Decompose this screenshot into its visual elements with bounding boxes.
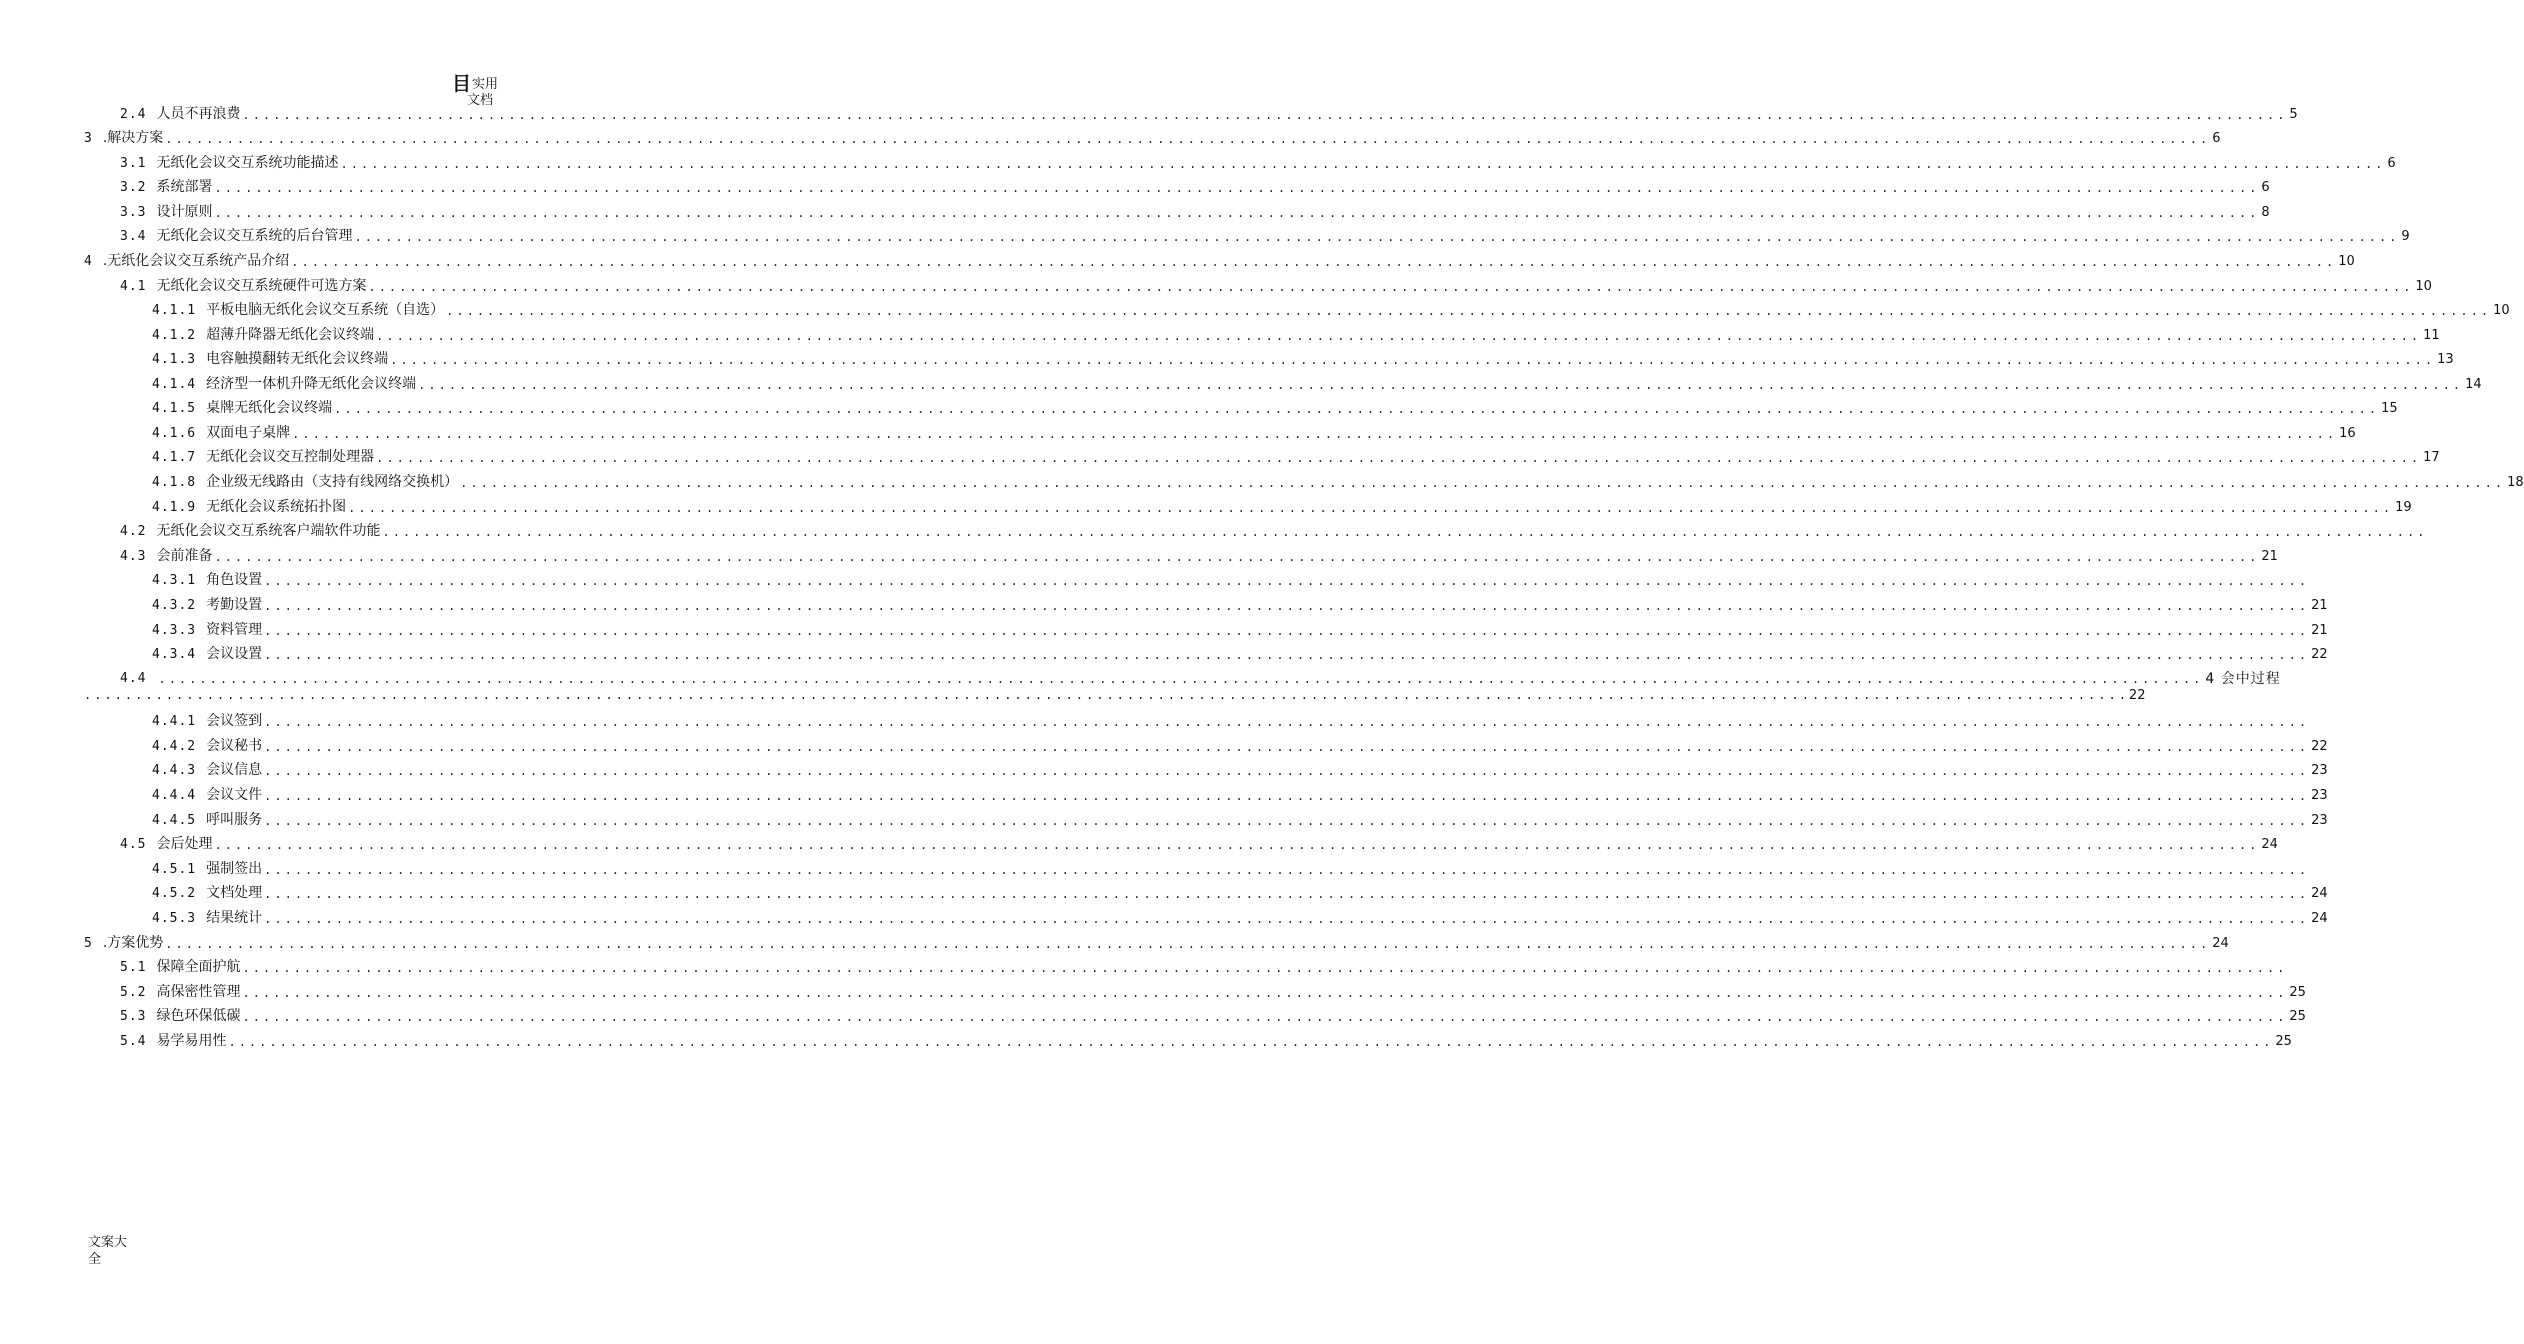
toc-entry[interactable]	[120, 1004, 2306, 1026]
toc-leader-dots: ........................................................................................................................................................................................................	[214, 206, 2260, 220]
toc-entry-title: 企业级无线路由（支持有线网络交换机）	[206, 474, 459, 490]
toc-entry[interactable]	[120, 519, 2428, 541]
toc-entry-title: 绿色环保低碳	[156, 1008, 241, 1024]
toc-entry-page: 10	[2338, 254, 2355, 269]
toc-entry-title: 无纸化会议交互系统功能描述	[156, 155, 339, 171]
header-mark: 目	[451, 73, 471, 95]
toc-entry-title: 无纸化会议系统拓扑图	[206, 499, 347, 515]
toc-entry-title: .解决方案	[102, 130, 164, 146]
toc-entry-number: 4.5.1	[152, 862, 197, 877]
toc-entry[interactable]	[120, 151, 2396, 173]
toc-entry-title: 会后处理	[156, 836, 213, 852]
toc-entry[interactable]	[152, 758, 2328, 780]
toc-entry-label	[152, 473, 458, 492]
toc-leader-dots: ........................................................................................................................................................................................................	[446, 304, 2492, 318]
toc-entry[interactable]	[120, 200, 2270, 222]
toc-entry-number: 4.4	[120, 671, 147, 686]
toc-entry-title: 呼叫服务	[206, 812, 263, 828]
toc-entry-title: 设计原则	[156, 204, 213, 220]
toc-entry-page: 9	[2401, 229, 2410, 244]
toc-entry-number: 4.1.9	[152, 500, 197, 515]
toc-entry-label	[120, 835, 212, 854]
toc-entry-label	[152, 761, 262, 780]
toc-entry[interactable]	[152, 593, 2328, 615]
toc-entry-number: 4.3.2	[152, 598, 197, 613]
toc-entry-page: 18	[2507, 475, 2524, 490]
toc-entry[interactable]	[120, 980, 2306, 1002]
toc-entry[interactable]	[152, 495, 2412, 517]
toc-leader-dots: ........................................................................................................................................................................................................	[242, 986, 2288, 1000]
toc-leader-dots: ........................................................................................................................................................................................................	[264, 715, 2310, 729]
header-line1: 实用	[472, 77, 499, 92]
toc-entry-title: 无纸化会议交互系统客户端软件功能	[156, 523, 381, 539]
toc-entry-title: 桌牌无纸化会议终端	[206, 400, 333, 416]
toc-entry-title: 易学易用性	[156, 1033, 227, 1049]
toc-entry-page: 22	[2311, 647, 2328, 662]
toc-entry-label	[120, 105, 240, 124]
toc-entry[interactable]	[152, 709, 2310, 731]
header-line2: 文档	[466, 93, 493, 108]
toc-entry[interactable]	[152, 323, 2440, 345]
toc-entry-page: 25	[2275, 1034, 2292, 1049]
toc-entry[interactable]	[120, 832, 2278, 854]
toc-entry-page: 6	[2212, 131, 2221, 146]
toc-entry-number: 4.4.4	[152, 788, 197, 803]
toc-entry[interactable]	[120, 274, 2432, 296]
page-footer	[88, 1234, 127, 1268]
toc-entry-title: 会议设置	[206, 646, 263, 662]
toc-entry-number: 4.5	[120, 837, 147, 852]
toc-entry-label	[120, 547, 212, 566]
toc-entry-title: 无纸化会议交互系统的后台管理	[156, 228, 353, 244]
toc-entry-number: 4.2	[120, 524, 147, 539]
toc-entry-title: 强制签出	[206, 861, 263, 877]
toc-entry-title: 经济型一体机升降无纸化会议终端	[206, 376, 417, 392]
toc-entry[interactable]	[120, 544, 2278, 566]
toc-entry-page: 22	[2311, 739, 2328, 754]
toc-entry-label	[152, 786, 262, 805]
toc-entry-title: 会议签到	[206, 713, 263, 729]
toc-entry-label	[152, 712, 262, 731]
toc-entry-page: 8	[2261, 205, 2270, 220]
toc-leader-dots: ........................................................................................................................................................................................................	[264, 599, 2310, 613]
toc-entry[interactable]	[152, 347, 2454, 369]
toc-leader-dots: ........................................................................................................................................................................................................	[264, 764, 2310, 778]
toc-entry-number: 5	[84, 936, 93, 951]
toc-entry-label	[84, 129, 163, 148]
toc-entry-title: 会前准备	[156, 548, 213, 564]
toc-leader-dots: ........................................................................................................................................................................................................	[165, 132, 2211, 146]
toc-entry-label	[120, 1032, 226, 1051]
footer-line2: 全	[88, 1252, 102, 1267]
toc-leader-dots: ........................................................................................................................................................................................................	[418, 378, 2464, 392]
toc-leader-dots: ........................................................................................................................................................................................................	[214, 550, 2260, 564]
toc-entry-number: 5.1	[120, 960, 147, 975]
toc-entry-title: 系统部署	[156, 179, 213, 195]
toc-entry-number: 3.4	[120, 229, 147, 244]
toc-entry-number: 4.5.3	[152, 911, 197, 926]
toc-entry-title: 资料管理	[206, 622, 263, 638]
toc-entry-label	[152, 326, 374, 345]
toc-entry-page: 25	[2289, 1009, 2306, 1024]
toc-entry-number: 4.3	[120, 549, 147, 564]
toc-leader-dots: ........................................................................................................................................................................................................	[354, 230, 2400, 244]
toc-entry-number: 4.3.1	[152, 573, 197, 588]
toc-entry-number: 4.3.3	[152, 623, 197, 638]
toc-entry[interactable]	[120, 224, 2410, 246]
toc-entry-page: 6	[2387, 156, 2396, 171]
toc-entry-label	[152, 621, 262, 640]
toc-leader-dots: ........................................................................................................................................................................................................	[382, 525, 2428, 539]
toc-leader-dots: ........................................................................................................................................................................................................	[264, 912, 2310, 926]
toc-entry-number: 4.1.4	[152, 377, 197, 392]
toc-leader-dots: ........................................................................................................................................................................................................	[264, 887, 2310, 901]
toc-entry-number: 4.1	[120, 279, 147, 294]
toc-entry-page: 5	[2289, 107, 2298, 122]
toc-entry-number: 4.4.5	[152, 813, 197, 828]
toc-entry-number: 4.1.8	[152, 475, 197, 490]
toc-entry-number: 4.1.2	[152, 328, 197, 343]
toc-leader-dots: ........................................................................................................................................................................................................	[228, 1035, 2274, 1049]
toc-entry-title: 双面电子桌牌	[206, 425, 291, 441]
toc-entry-page: 11	[2423, 328, 2440, 343]
toc-entry-label	[120, 178, 212, 197]
toc-entry-number: 5.2	[120, 985, 147, 1000]
toc-leader-dots: ........................................................................................................................................................................................................	[340, 157, 2386, 171]
toc-entry-page: 15	[2381, 401, 2398, 416]
toc-leader-dots: ........................................................................................................................................................................................................	[242, 1010, 2288, 1024]
toc-entry[interactable]	[120, 1029, 2292, 1051]
toc-leader-dots: ........................................................................................................................................................................................................	[264, 574, 2310, 588]
toc-entry-label	[84, 934, 163, 953]
toc-entry-number: 4.3.4	[152, 647, 197, 662]
toc-entry[interactable]	[120, 102, 2298, 124]
toc-entry[interactable]	[152, 808, 2328, 830]
toc-entry-title: 人员不再浪费	[156, 106, 241, 122]
toc-entry-page: 10	[2493, 303, 2510, 318]
toc-entry-page: 16	[2339, 426, 2356, 441]
toc-entry-title: 平板电脑无纸化会议交互系统（自选）	[206, 302, 445, 318]
toc-entry-page: 23	[2311, 788, 2328, 803]
toc-entry-number: 5.3	[120, 1009, 147, 1024]
toc-entry-label	[120, 983, 240, 1002]
toc-entry[interactable]	[152, 783, 2328, 805]
toc-entry[interactable]	[152, 857, 2310, 879]
toc-leader-dots: ........................................................................................................................................................................................................	[214, 838, 2260, 852]
toc-entry-label	[152, 399, 332, 418]
toc-entry-label	[120, 669, 156, 688]
toc-entry-number: 3.3	[120, 205, 147, 220]
toc-entry-page: 21	[2261, 549, 2278, 564]
toc-entry-label	[152, 301, 444, 320]
toc-entry-title: 角色设置	[206, 572, 263, 588]
toc-entry-page: 10	[2415, 279, 2432, 294]
toc-entry-title: 保障全面护航	[156, 959, 241, 975]
toc-entry-page: 24	[2311, 886, 2328, 901]
toc-entry[interactable]	[152, 470, 2524, 492]
toc-entry-label	[120, 958, 240, 977]
toc-entry-label	[152, 571, 262, 590]
toc-entry[interactable]	[152, 396, 2398, 418]
toc-entry-label	[120, 1007, 240, 1026]
toc-leader-dots: ........................................................................................................................................................................................................	[460, 476, 2506, 490]
toc-entry-title: 高保密性管理	[156, 984, 241, 1000]
toc-entry-number: 4.4.3	[152, 763, 197, 778]
toc-leader-dots: ........................................................................................................................................................................................................	[334, 402, 2380, 416]
toc-entry-page: 19	[2395, 500, 2412, 515]
toc-entry[interactable]	[152, 881, 2328, 903]
toc-leader-dots: ........................................................................................................................................................................................................	[376, 329, 2422, 343]
toc-entry-label	[152, 909, 262, 928]
toc-entry-label	[152, 860, 262, 879]
toc-entry-title: .方案优势	[102, 935, 164, 951]
toc-leader-dots: ........................................................................................................................................................................................................	[264, 624, 2310, 638]
toc-entry-number: 4.1.5	[152, 401, 197, 416]
toc-entry-page: 21	[2311, 623, 2328, 638]
toc-entry-label	[120, 154, 338, 173]
toc-entry-label	[120, 203, 212, 222]
toc-entry-title: 考勤设置	[206, 597, 263, 613]
toc-entry-label	[152, 884, 262, 903]
toc-entry-label	[120, 522, 380, 541]
toc-leader-dots: ........................................................................................................................................................................................................	[264, 863, 2310, 877]
toc-entry-title: .无纸化会议交互系统产品介绍	[102, 253, 290, 269]
toc-entry-page: 14	[2465, 377, 2482, 392]
toc-entry-title: 无纸化会议交互控制处理器	[206, 449, 375, 465]
toc-entry-label	[152, 375, 416, 394]
toc-entry[interactable]	[84, 931, 2229, 953]
toc-entry-title: 会议文件	[206, 787, 263, 803]
toc-entry-title: 文档处理	[206, 885, 263, 901]
toc-entry-number: 3	[84, 131, 93, 146]
toc-entry-label	[152, 645, 262, 664]
toc-entry-title: 会议信息	[206, 762, 263, 778]
toc-entry-title: 结果统计	[206, 910, 263, 926]
toc-entry[interactable]	[84, 126, 2221, 148]
toc-entry-title: 无纸化会议交互系统硬件可选方案	[156, 278, 367, 294]
toc-leader-dots: ........................................................................................................................................................................................................	[242, 108, 2288, 122]
toc-entry-label	[152, 737, 262, 756]
toc-leader-dots: ........................................................................................................................................................................................................	[348, 501, 2394, 515]
toc-entry-label	[120, 227, 352, 246]
toc-entry-page: 17	[2423, 450, 2440, 465]
toc-entry[interactable]	[152, 618, 2328, 640]
toc-entry-page: 13	[2437, 352, 2454, 367]
toc-leader-dots: ........................................................................................................................................................................................................	[376, 451, 2422, 465]
toc-entry-title: 电容触摸翻转无纸化会议终端	[206, 351, 389, 367]
toc-entry[interactable]	[84, 249, 2355, 271]
toc-entry-page: 4 会中过程	[2205, 671, 2281, 687]
toc-entry-number: 3.1	[120, 156, 147, 171]
toc-entry-number: 4.4.1	[152, 714, 197, 729]
toc-entry-page: 22	[2128, 688, 2146, 703]
toc-leader-dots: ........................................................................................................................................................................................................	[291, 255, 2337, 269]
toc-leader-dots: ........................................................................................................................................................................................................	[368, 280, 2414, 294]
toc-entry-page: 23	[2311, 813, 2328, 828]
toc-entry[interactable]	[152, 421, 2356, 443]
toc-leader-dots: ........................................................................................................................................................................................................	[264, 814, 2310, 828]
toc-entry-number: 4.1.3	[152, 352, 197, 367]
toc-leader-dots: ........................................................................................................................................................................................................	[264, 789, 2310, 803]
toc-entry-label	[152, 350, 388, 369]
toc-entry-label	[152, 596, 262, 615]
toc-entry-page: 25	[2289, 985, 2306, 1000]
toc-entry[interactable]	[152, 906, 2328, 928]
toc-entry[interactable]	[152, 734, 2328, 756]
toc-entry[interactable]	[152, 642, 2328, 664]
toc-leader-dots: ........................................................................................................................................................................................................	[264, 648, 2310, 662]
toc-leader-dots: ........................................................................................................................................................................................................	[84, 688, 2129, 702]
toc-entry-number: 4.1.7	[152, 450, 197, 465]
toc-entry-page: 6	[2261, 180, 2270, 195]
toc-leader-dots: ........................................................................................................................................................................................................	[165, 937, 2211, 951]
toc-entry-number: 2.4	[120, 107, 147, 122]
toc-entry-number: 4.1.1	[152, 303, 197, 318]
toc-entry-number: 4	[84, 254, 93, 269]
toc-entry-page: 23	[2311, 763, 2328, 778]
toc-leader-dots: ........................................................................................................................................................................................................	[242, 961, 2288, 975]
toc-entry-page: 24	[2311, 911, 2328, 926]
toc-entry-number: 5.4	[120, 1034, 147, 1049]
toc-entry-label	[152, 448, 374, 467]
toc-entry-page: 24	[2212, 936, 2229, 951]
toc-entry-title: 会议秘书	[206, 738, 263, 754]
toc-leader-dots: ........................................................................................................................................................................................................	[264, 740, 2310, 754]
toc-leader-dots: ........................................................................................................................................................................................................	[158, 672, 2204, 686]
toc-entry-number: 3.2	[120, 180, 147, 195]
toc-entry-title: 超薄升降器无纸化会议终端	[206, 327, 375, 343]
toc-entry[interactable]	[152, 372, 2482, 394]
toc-entry-page: 24	[2261, 837, 2278, 852]
toc-entry-label	[152, 498, 346, 517]
toc-entry[interactable]	[152, 568, 2310, 590]
toc-leader-dots: ........................................................................................................................................................................................................	[292, 427, 2338, 441]
toc-entry-page: 21	[2311, 598, 2328, 613]
toc-entry-number: 4.4.2	[152, 739, 197, 754]
footer-line1: 文案大	[88, 1235, 128, 1250]
toc-entry[interactable]	[120, 175, 2270, 197]
toc-leader-dots: ........................................................................................................................................................................................................	[214, 181, 2260, 195]
toc-entry-label	[120, 277, 366, 296]
toc-entry[interactable]	[120, 955, 2288, 977]
toc-entry-number: 4.5.2	[152, 886, 197, 901]
toc-entry-continuation	[84, 688, 2146, 706]
toc-entry[interactable]	[152, 298, 2510, 320]
toc-entry[interactable]	[152, 445, 2440, 467]
toc-entry[interactable]	[120, 666, 2281, 688]
toc-leader-dots: ........................................................................................................................................................................................................	[390, 353, 2436, 367]
toc-entry-label	[152, 424, 290, 443]
toc-entry-label	[152, 811, 262, 830]
toc-entry-number: 4.1.6	[152, 426, 197, 441]
toc-entry-label	[84, 252, 289, 271]
